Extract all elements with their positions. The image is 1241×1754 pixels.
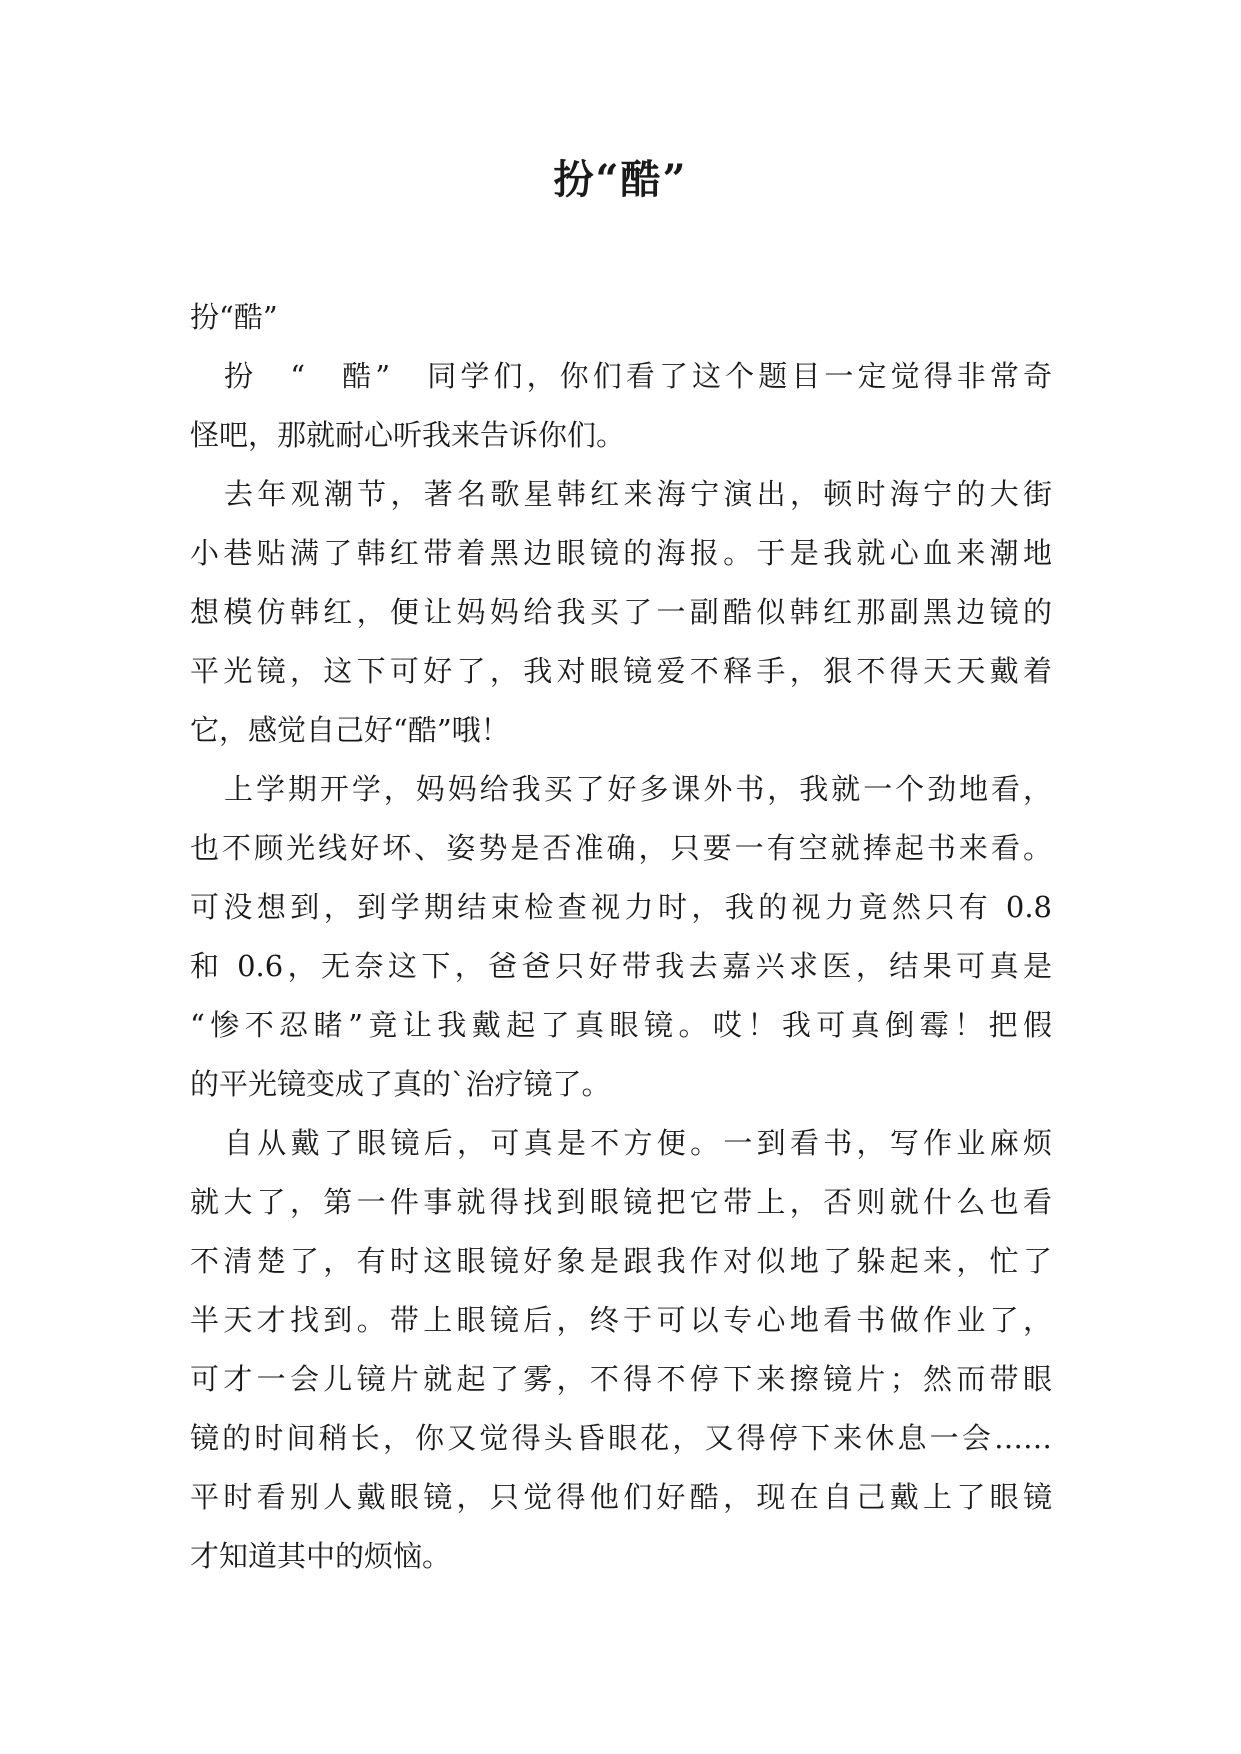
paragraph-1 — [190, 347, 1052, 465]
document-title: 扮“酷” — [553, 156, 688, 203]
text-line: 才知道其中的烦恼。 — [190, 1539, 452, 1573]
text-line: 可没想到，到学期结束检查视力时，我的视力竟然只有 0.8 — [190, 890, 1052, 924]
text-line: 镜的时间稍长，你又觉得头昏眼花，又得停下来休息一会…… — [190, 1421, 1052, 1455]
text-line: 怪吧，那就耐心听我来告诉你们。 — [190, 418, 626, 452]
text-line: 平光镜，这下可好了，我对眼镜爱不释手，狠不得天天戴着 — [190, 654, 1052, 688]
text-line: 扮 “ 酷” 同学们，你们看了这个题目一定觉得非常奇 — [224, 359, 1052, 393]
text-line: 它，感觉自己好“酷”哦！ — [190, 713, 510, 747]
text-line: 也不顾光线好坏、姿势是否准确，只要一有空就捧起书来看。 — [190, 831, 1052, 865]
paragraph-2 — [190, 465, 1052, 760]
text-line: 平时看别人戴眼镜，只觉得他们好酷，现在自己戴上了眼镜 — [190, 1480, 1052, 1514]
text-line: 半天才找到。带上眼镜后，终于可以专心地看书做作业了， — [190, 1303, 1052, 1337]
text-line: 不清楚了，有时这眼镜好象是跟我作对似地了躲起来，忙了 — [190, 1244, 1052, 1278]
document-body — [190, 288, 1052, 1586]
text-line: “惨不忍睹”竟让我戴起了真眼镜。哎！我可真倒霉！把假 — [190, 1008, 1052, 1042]
text-line: 小巷贴满了韩红带着黑边眼镜的海报。于是我就心血来潮地 — [190, 536, 1052, 570]
text-line: 就大了，第一件事就得找到眼镜把它带上，否则就什么也看 — [190, 1185, 1052, 1219]
text-line: 可才一会儿镜片就起了雾，不得不停下来擦镜片；然而带眼 — [190, 1362, 1052, 1396]
text-line: 想模仿韩红，便让妈妈给我买了一副酷似韩红那副黑边镜的 — [190, 595, 1052, 629]
text-line: 的平光镜变成了真的`治疗镜了。 — [190, 1067, 611, 1101]
text-line: 和 0.6，无奈这下，爸爸只好带我去嘉兴求医，结果可真是 — [190, 949, 1052, 983]
paragraph-3 — [190, 760, 1052, 1114]
text-line: 上学期开学，妈妈给我买了好多课外书，我就一个劲地看， — [224, 772, 1052, 806]
paragraph-4 — [190, 1114, 1052, 1586]
text-line: 自从戴了眼镜后，可真是不方便。一到看书，写作业麻烦 — [224, 1126, 1052, 1160]
text-line: 去年观潮节，著名歌星韩红来海宁演出，顿时海宁的大街 — [224, 477, 1052, 511]
essay-heading: 扮“酷” — [190, 300, 278, 334]
